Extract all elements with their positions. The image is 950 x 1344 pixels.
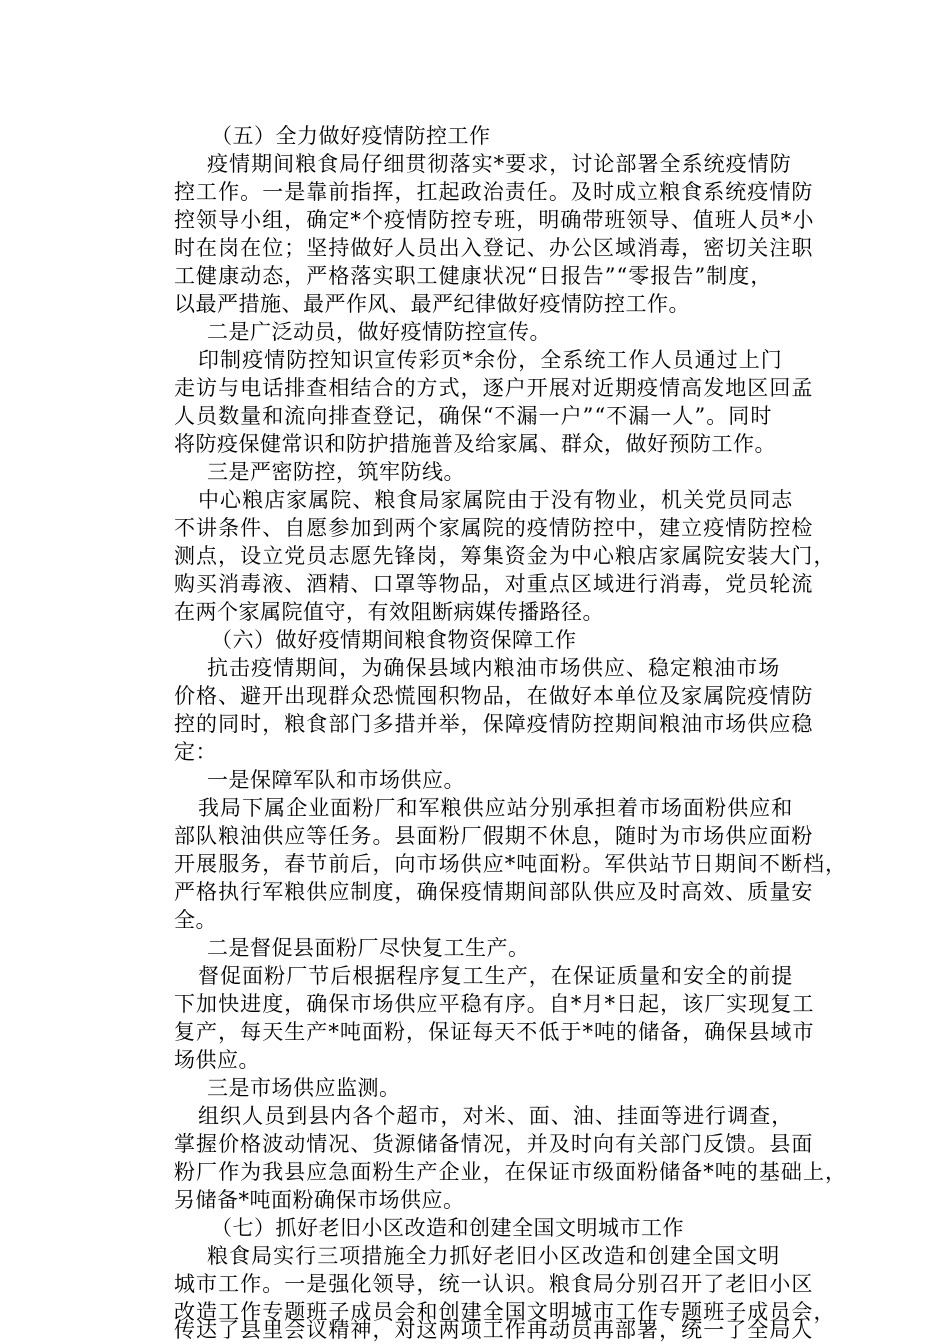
paragraph-line: 部队粮油供应等任务。县面粉厂假期不休息，随时为市场供应面粉 xyxy=(174,824,814,848)
paragraph-line: 以最严措施、最严作风、最严纪律做好疫情防控工作。 xyxy=(174,292,690,316)
paragraph-line: 工健康动态，严格落实职工健康状况“日报告”“零报告”制度， xyxy=(174,264,773,288)
paragraph-line: 另储备*吨面粉确保市场供应。 xyxy=(174,1188,465,1212)
paragraph-line: 场供应。 xyxy=(174,1048,260,1072)
paragraph-line: 全。 xyxy=(174,908,217,932)
paragraph-line: 复产，每天生产*吨面粉，保证每天不低于*吨的储备，确保县域市 xyxy=(174,1020,815,1044)
paragraph-line: 下加快进度，确保市场供应平稳有序。自*月*日起，该厂实现复工 xyxy=(174,992,815,1016)
paragraph-line: 城市工作。一是强化领导，统一认识。粮食局分别召开了老旧小区 xyxy=(174,1272,814,1296)
paragraph-line: 将防疫保健常识和防护措施普及给家属、群众，做好预防工作。 xyxy=(174,432,776,456)
paragraph-line: 测点，设立党员志愿先锋岗，筹集资金为中心粮店家属院安装大门， xyxy=(174,544,836,568)
paragraph-line: 掌握价格波动情况、货源储备情况，并及时向有关部门反馈。县面 xyxy=(174,1132,814,1156)
paragraph-line: 改造工作专题班子成员会和创建全国文明城市工作专题班子成员会， xyxy=(174,1300,836,1324)
paragraph-line: 传达了县里会议精神，对这两项工作再动员再部署，统一了全局人 xyxy=(174,1318,814,1342)
paragraph-line: 中心粮店家属院、粮食局家属院由于没有物业，机关党员同志 xyxy=(198,488,794,512)
paragraph-line: 控的同时，粮食部门多措并举，保障疫情防控期间粮油市场供应稳 xyxy=(174,712,814,736)
subheading-line: 二是督促县面粉厂尽快复工生产。 xyxy=(207,936,530,960)
subheading-line: 二是广泛动员，做好疫情防控宣传。 xyxy=(207,320,551,344)
paragraph-line: 组织人员到县内各个超市，对米、面、油、挂面等进行调查， xyxy=(198,1104,794,1128)
paragraph-line: 开展服务，春节前后，向市场供应*吨面粉。军供站节日期间不断档， xyxy=(174,852,848,876)
paragraph-line: 粉厂作为我县应急面粉生产企业，在保证市级面粉储备*吨的基础上， xyxy=(174,1160,848,1184)
paragraph-line: 价格、避开出现群众恐慌囤积物品，在做好本单位及家属院疫情防 xyxy=(174,684,814,708)
heading-section-5: （五）全力做好疫情防控工作 xyxy=(211,124,491,148)
paragraph-line: 时在岗在位；坚持做好人员出入登记、办公区域消毒，密切关注职 xyxy=(174,236,814,260)
paragraph-line: 疫情期间粮食局仔细贯彻落实*要求，讨论部署全系统疫情防 xyxy=(207,152,792,176)
heading-section-7: （七）抓好老旧小区改造和创建全国文明城市工作 xyxy=(211,1216,684,1240)
paragraph-line: 不讲条件、自愿参加到两个家属院的疫情防控中，建立疫情防控检 xyxy=(174,516,814,540)
paragraph-line: 购买消毒液、酒精、口罩等物品，对重点区域进行消毒，党员轮流 xyxy=(174,572,814,596)
heading-section-6: （六）做好疫情期间粮食物资保障工作 xyxy=(211,628,577,652)
paragraph-line: 抗击疫情期间，为确保县域内粮油市场供应、稳定粮油市场 xyxy=(207,656,781,680)
paragraph-line: 督促面粉厂节后根据程序复工生产，在保证质量和安全的前提 xyxy=(198,964,794,988)
paragraph-line: 走访与电话排查相结合的方式，逐户开展对近期疫情高发地区回孟 xyxy=(174,376,814,400)
paragraph-line: 控工作。一是靠前指挥，扛起政治责任。及时成立粮食系统疫情防 xyxy=(174,180,814,204)
paragraph-line: 粮食局实行三项措施全力抓好老旧小区改造和创建全国文明 xyxy=(207,1244,781,1268)
paragraph-line: 人员数量和流向排查登记，确保“不漏一户”“不漏一人”。同时 xyxy=(174,404,773,428)
subheading-line: 三是市场供应监测。 xyxy=(207,1076,401,1100)
paragraph-line: 定： xyxy=(174,740,217,764)
paragraph-line: 印制疫情防控知识宣传彩页*余份，全系统工作人员通过上门 xyxy=(198,348,783,372)
subheading-line: 一是保障军队和市场供应。 xyxy=(207,768,465,792)
paragraph-line: 我局下属企业面粉厂和军粮供应站分别承担着市场面粉供应和 xyxy=(198,796,794,820)
subheading-line: 三是严密防控，筑牢防线。 xyxy=(207,460,465,484)
paragraph-line: 控领导小组，确定*个疫情防控专班，明确带班领导、值班人员*小 xyxy=(174,208,815,232)
paragraph-line: 在两个家属院值守，有效阻断病媒传播路径。 xyxy=(174,600,604,624)
paragraph-line: 严格执行军粮供应制度，确保疫情期间部队供应及时高效、质量安 xyxy=(174,880,814,904)
